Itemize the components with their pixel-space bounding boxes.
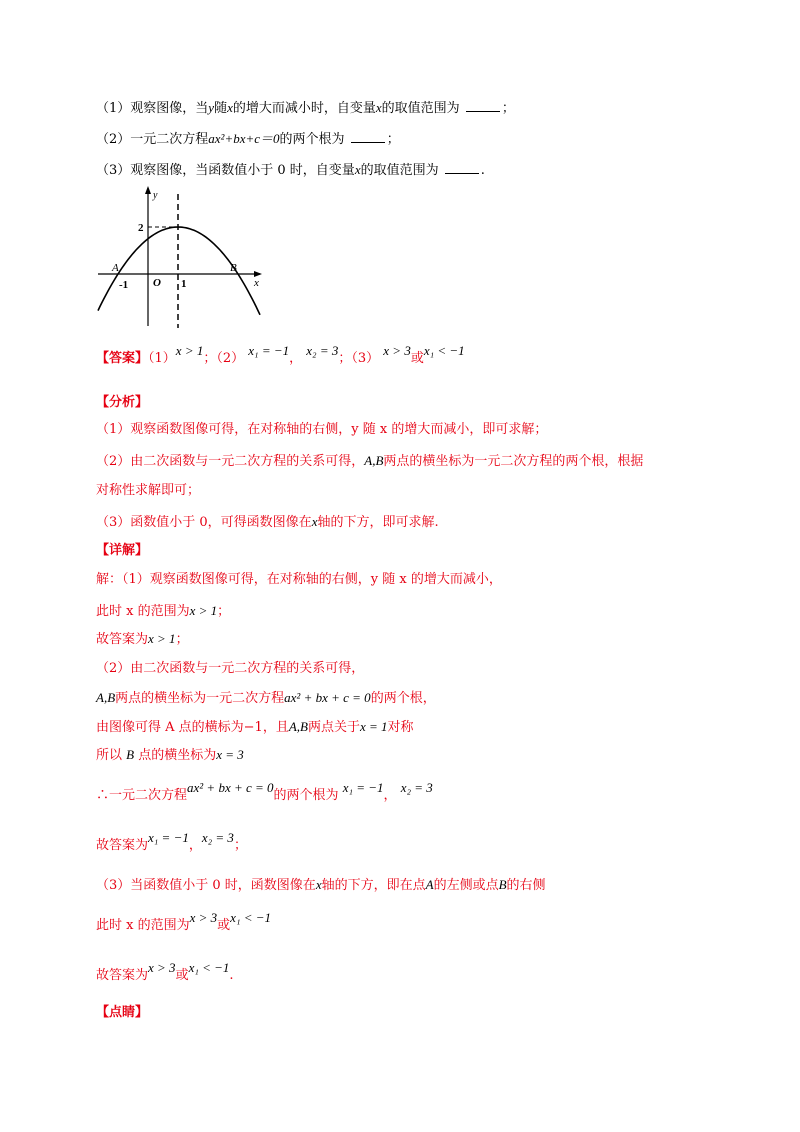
detail-line-1: 解：（1）观察函数图像可得，在对称轴的右侧，y 随 x 的增大而减小， (96, 572, 502, 587)
answer-line: 【答案】（1）x > 1；（2） x₁ = −1， x₂ = 3；（3） x > 3或x₁ < −1 (96, 343, 465, 366)
detail-line-9: 故答案为x₁ = −1，x₂ = 3； (96, 830, 247, 853)
question-2: （2）一元二次方程ax²+bx+c＝0的两个根为 ； (96, 131, 400, 147)
analysis-line-3: 对称性求解即可； (96, 483, 201, 498)
tick-label-1: 1 (181, 278, 187, 290)
question-3: （3）观察图像，当函数值小于 0 时，自变量x的取值范围为 . (96, 162, 485, 178)
y-axis-label: y (153, 190, 158, 201)
comment-heading: 【点睛】 (96, 1005, 149, 1020)
detail-line-5: A,B两点的横坐标为一元二次方程ax² + bx + c = 0的两个根， (96, 690, 436, 706)
analysis-line-2: （2）由二次函数与一元二次方程的关系可得，A,B两点的横坐标为一元二次方程的两个根，根据 (96, 453, 644, 469)
tick-label-neg1: -1 (119, 279, 129, 291)
x-axis-label: x (254, 277, 259, 289)
answer-blank-2 (351, 130, 385, 143)
parabola-graph (92, 182, 272, 332)
origin-label: O (153, 277, 161, 289)
point-a-label: A (112, 262, 119, 274)
tick-label-2: 2 (138, 222, 144, 234)
detail-line-3: 故答案为x > 1； (96, 631, 189, 647)
detail-heading: 【详解】 (96, 543, 149, 558)
analysis-heading: 【分析】 (96, 395, 149, 410)
point-b-label: B (230, 262, 237, 274)
detail-line-2: 此时 x 的范围为x > 1； (96, 603, 231, 619)
analysis-line-4: （3）函数值小于 0，可得函数图像在x轴的下方，即可求解. (96, 514, 439, 530)
analysis-line-1: （1）观察函数图像可得，在对称轴的右侧，y 随 x 的增大而减小，即可求解； (96, 422, 548, 437)
answer-blank-3 (445, 161, 479, 174)
detail-line-4: （2）由二次函数与一元二次方程的关系可得， (96, 661, 365, 676)
detail-line-7: 所以 B 点的横坐标为x = 3 (96, 747, 244, 763)
detail-line-10: （3）当函数值小于 0 时，函数图像在x轴的下方，即在点A的左侧或点B的右侧 (96, 877, 546, 893)
y-axis-arrow-icon (145, 186, 151, 194)
answer-blank-1 (466, 99, 500, 112)
detail-line-6: 由图像可得 A 点的横标为−1，且A,B两点关于x = 1对称 (96, 719, 414, 735)
detail-line-11: 此时 x 的范围为x > 3或x₁ < −1 (96, 910, 272, 933)
question-1: （1）观察图像，当y随x的增大而减小时，自变量x的取值范围为 ； (96, 100, 515, 116)
detail-line-8: ∴一元二次方程ax² + bx + c = 0的两个根为 x₁ = −1， x₂ = 3 (96, 780, 433, 803)
detail-line-12: 故答案为x > 3或x₁ < −1. (96, 960, 234, 983)
